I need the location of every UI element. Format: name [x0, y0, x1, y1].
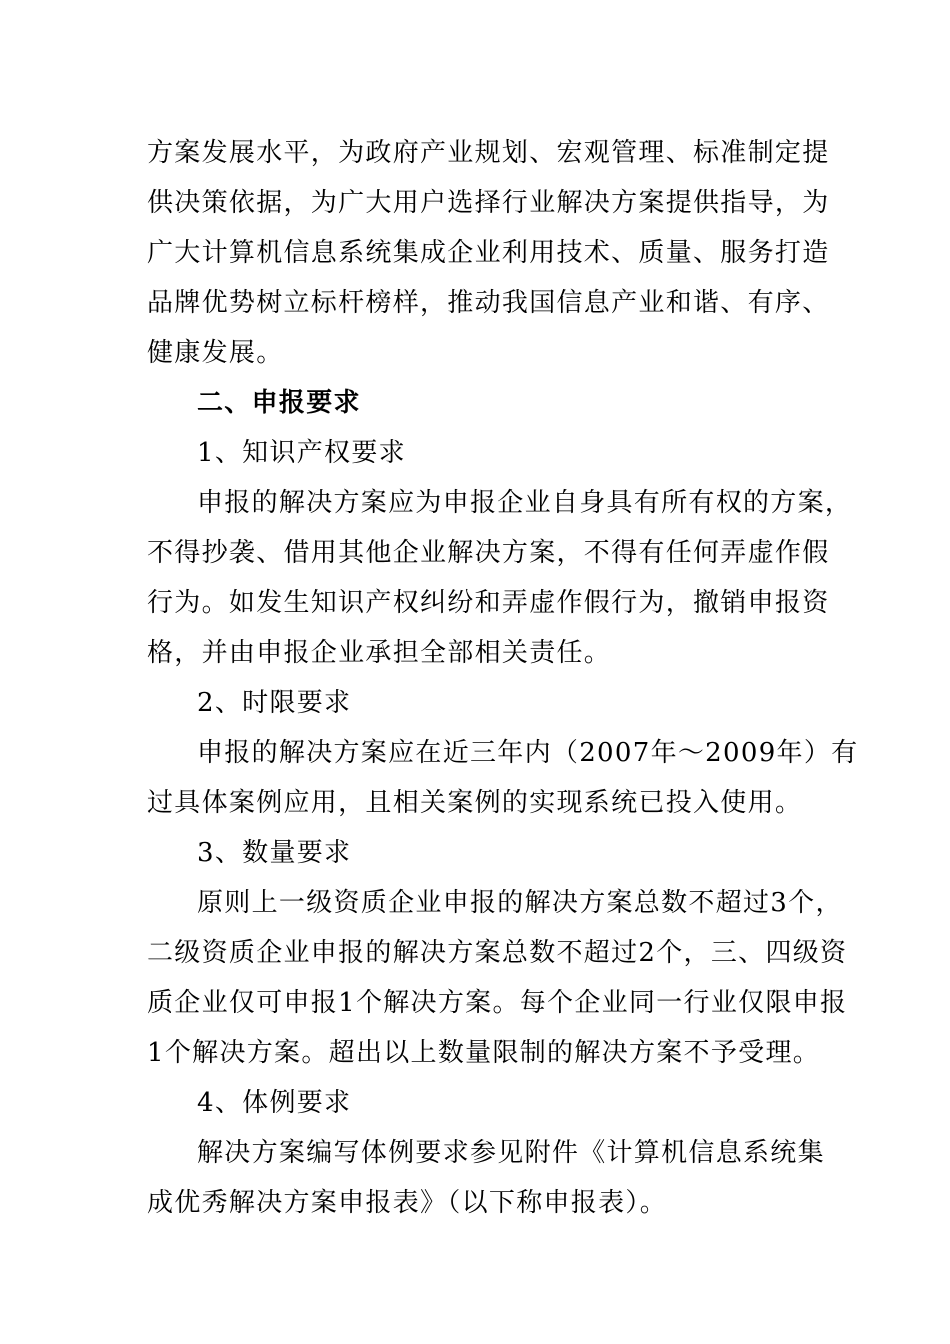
subsection-heading: 3、数量要求: [197, 838, 352, 868]
document-body: [147, 128, 859, 1228]
paragraph-line: 格，并由申报企业承担全部相关责任。: [147, 638, 612, 668]
subsection-heading: 2、时限要求: [197, 688, 352, 718]
paragraph-line: 1个解决方案。超出以上数量限制的解决方案不予受理。: [147, 1038, 821, 1068]
paragraph-line: 健康发展。: [147, 338, 284, 368]
section-heading: 二、申报要求: [197, 388, 361, 418]
paragraph-line: 过具体案例应用，且相关案例的实现系统已投入使用。: [147, 788, 803, 818]
paragraph-line: 广大计算机信息系统集成企业利用技术、质量、服务打造: [147, 238, 830, 268]
paragraph-line: 申报的解决方案应为申报企业自身具有所有权的方案，: [197, 488, 853, 518]
paragraph-line: 申报的解决方案应在近三年内（2007年～2009年）有: [197, 738, 859, 768]
paragraph-line: 不得抄袭、借用其他企业解决方案，不得有任何弄虚作假: [147, 538, 830, 568]
subsection-heading: 4、体例要求: [197, 1088, 352, 1118]
paragraph-line: 质企业仅可申报1个解决方案。每个企业同一行业仅限申报: [147, 988, 848, 1018]
paragraph-line: 成优秀解决方案申报表》（以下称申报表）。: [147, 1188, 668, 1218]
subsection-heading: 1、知识产权要求: [197, 438, 406, 468]
paragraph-line: 行为。如发生知识产权纠纷和弄虚作假行为，撤销申报资: [147, 588, 830, 618]
paragraph-line: 供决策依据，为广大用户选择行业解决方案提供指导，为: [147, 188, 830, 218]
paragraph-line: 品牌优势树立标杆榜样，推动我国信息产业和谐、有序、: [147, 288, 830, 318]
paragraph-line: 二级资质企业申报的解决方案总数不超过2个，三、四级资: [147, 938, 848, 968]
paragraph-line: 原则上一级资质企业申报的解决方案总数不超过3个，: [197, 888, 843, 918]
paragraph-line: 方案发展水平，为政府产业规划、宏观管理、标准制定提: [147, 138, 830, 168]
paragraph-line: 解决方案编写体例要求参见附件《计算机信息系统集: [197, 1138, 825, 1168]
